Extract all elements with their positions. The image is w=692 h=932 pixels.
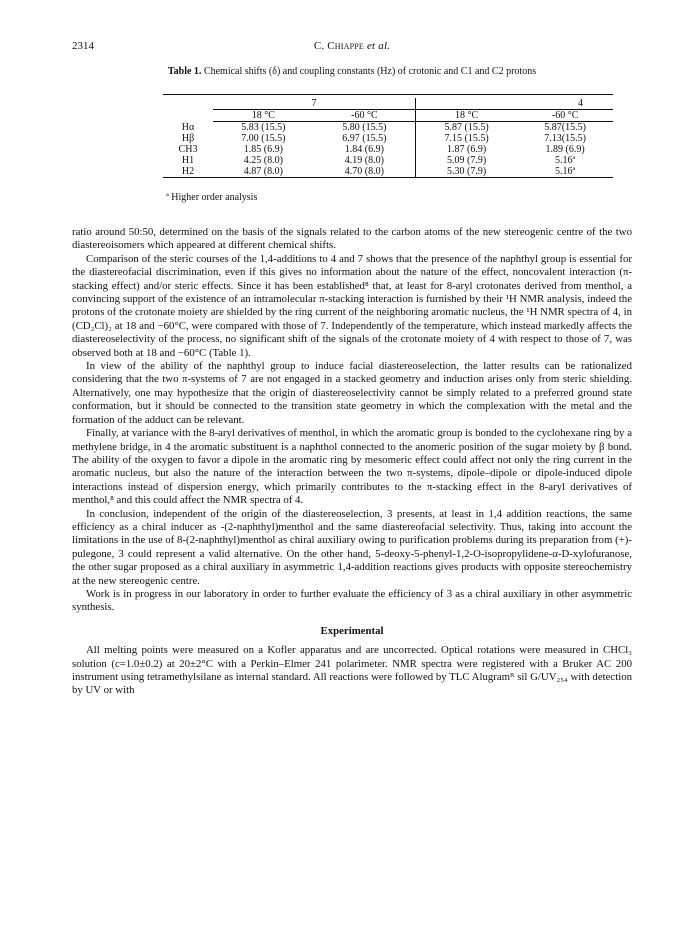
table-cell: 5.80 (15.5) xyxy=(342,122,387,133)
paragraph: Work is in progress in our laboratory in order to further evaluate the efficiency of 3 as a chiral auxiliary in other asymmetric synthesis. xyxy=(72,587,632,614)
table-cell: 7.13(15.5) xyxy=(544,133,586,144)
paragraph: In view of the ability of the naphthyl group to induce facial diastereoselection, the latter results can be rationalized considering that the two π-systems of 7 are not engaged in a stacked geometry and induction arises only from steric shielding. Alternatively, one may hypothesize that the origin of diastereoselectivity cannot be simply related to a preferred ground state conformation, but it should be connected to the transition state geometry in which the complexation with the metal and the formation of the adduct can be relevant. xyxy=(72,360,632,426)
running-head-prefix: C. C xyxy=(313,40,335,52)
table-cell: 4.70 (8.0) xyxy=(314,166,416,178)
table-caption-text: Chemical shifts (δ) and coupling constants (Hz) of crotonic and C1 and C2 protons xyxy=(201,66,537,77)
table-temp-header: 18 °C xyxy=(416,110,518,122)
table-cell: 1.89 (6.9) xyxy=(545,144,585,155)
table-cell: 7.00 (15.5) xyxy=(241,133,286,144)
table-row-label: Hβ xyxy=(181,133,195,144)
table-cell: 5.30 (7.9) xyxy=(416,166,518,178)
table-row-label: H2 xyxy=(163,166,213,178)
table-cell: 4.19 (8.0) xyxy=(344,155,384,166)
table-row xyxy=(163,166,613,178)
table-cell: 1.87 (6.9) xyxy=(416,144,518,155)
table-temp-header: -60 °C xyxy=(314,110,416,122)
table-cell: 5.87 (15.5) xyxy=(416,122,518,134)
table-cell: 4.87 (8.0) xyxy=(213,166,314,178)
table-group-4: 4 xyxy=(416,98,614,110)
table-cell: 5.09 (7.9) xyxy=(416,155,518,166)
table-row xyxy=(163,133,613,144)
paragraph: Finally, at variance with the 8-aryl derivatives of menthol, in which the aromatic group is bonded to the cyclohexane ring by a methylene bridge, in 4 the aromatic substituent is a naphthol connected to the anomeric position of the sugar moiety by β bond. The ability of the oxygen to favor a dipole in the aromatic ring by mesomeric effect could affect not only the ring current in the aromatic nucleus, but also the nature of the interaction between the two π-systems, dipole–dipole or dipole-induced dipole interactions instead of dispersion energy, which primarily contributes to the π-stacking effect in the 8-aryl derivatives of menthol,⁸ and this could affect the NMR spectra of 4. xyxy=(72,427,632,507)
chemical-shift-table xyxy=(163,94,613,178)
section-heading-experimental: Experimental xyxy=(320,624,384,637)
table-row-label: H1 xyxy=(181,155,195,166)
table-row-label: Hα xyxy=(181,121,195,133)
table-row xyxy=(163,155,613,166)
table-caption-label: Table 1. xyxy=(167,66,202,77)
table-temp-header: -60 °C xyxy=(517,110,613,122)
table-cell: 6.97 (15.5) xyxy=(342,133,387,144)
table-temp-header: 18 °C xyxy=(213,110,314,122)
table-cell: 5.16ª xyxy=(517,166,613,178)
paragraph: All melting points were measured on a Kofler apparatus and are uncorrected. Optical rotations were measured in CHCl₃ solution (c=1.0±0.2) at 20±2°C with a Perkin–Elmer 241 polarimeter. NMR spectra were registered with a Bruker AC 200 instrument using tetramethylsilane as internal standard. All reactions were followed by TLC Alugramᴿ sil G/UV₂₅₄ with detection by UV or with xyxy=(72,644,632,697)
paragraph: Comparison of the steric courses of the 1,4-additions to 4 and 7 shows that the presence of the naphthyl group is essential for the diastereofacial discrimination, even if this gives no information about the nature of the effect, noncovalent interaction (π-stacking effect) and/or steric effects. Since it has been established⁸ that, at least for 8-aryl crotonates derived from menthol, a convincing support of the existence of an intramolecular π-stacking interaction is furnished by their ¹H NMR analysis, indeed the protons of the crotonate moiety are shielded by the ring current of the neighboring aromatic nucleus, the ¹H NMR spectra of 4, in (CD₂Cl)₂ at 18 and −60°C, were compared with those of 7. Independently of the temperature, which instead markedly affects the diastereoselectivity of the process, no significant shift of the signals of the crotonate moiety of 4 with respect to those of 7, was observed both at 18 and −60°C (Table 1). xyxy=(72,252,632,359)
table-cell: 1.84 (6.9) xyxy=(344,144,384,155)
paragraph: ratio around 50:50, determined on the basis of the signals related to the carbon atoms of the new stereogenic centre of the two diastereoisomers which appeared at different chemical shifts. xyxy=(72,226,632,252)
table-cell: 1.85 (6.9) xyxy=(243,144,283,155)
table-row-label: CH3 xyxy=(178,144,198,155)
table-row xyxy=(163,122,613,134)
running-head-small-caps: hiappe xyxy=(334,40,365,52)
table-footnote: ª Higher order analysis xyxy=(166,192,258,203)
table-cell: 5.83 (15.5) xyxy=(241,122,286,133)
table-cell: 4.25 (8.0) xyxy=(243,155,283,166)
body-text xyxy=(72,226,632,698)
running-head xyxy=(72,40,632,52)
page-header xyxy=(72,40,632,56)
table-cell: 5.87(15.5) xyxy=(544,122,586,133)
page-number: 2314 xyxy=(72,40,94,52)
running-head-suffix: et al. xyxy=(364,40,391,52)
paragraph: In conclusion, independent of the origin of the diastereoselection, 3 presents, at least in 1,4 addition reactions, the same efficiency as a chiral inducer as -(2-naphthyl)menthol and the same diastereofacial selectivity. Thus, taking into account the limitations in the use of 8-(2-naphthyl)menthol as chiral auxiliary owing to purification problems during its preparation from (+)-pulegone, 3 could represent a valid alternative. On the other hand, 5-deoxy-5-phenyl-1,2-O-isopropylidene-α-D-xylofuranose, the other sugar proposed as a chiral auxiliary in asymmetric 1,4-addition reactions gives products with opposite stereochemistry at the new stereogenic centre. xyxy=(72,507,632,587)
table-row xyxy=(163,144,613,155)
table-cell: 7.15 (15.5) xyxy=(416,133,518,144)
table-caption xyxy=(72,66,632,77)
table-group-7: 7 xyxy=(213,98,416,110)
table-cell: 5.16ª xyxy=(554,155,576,166)
